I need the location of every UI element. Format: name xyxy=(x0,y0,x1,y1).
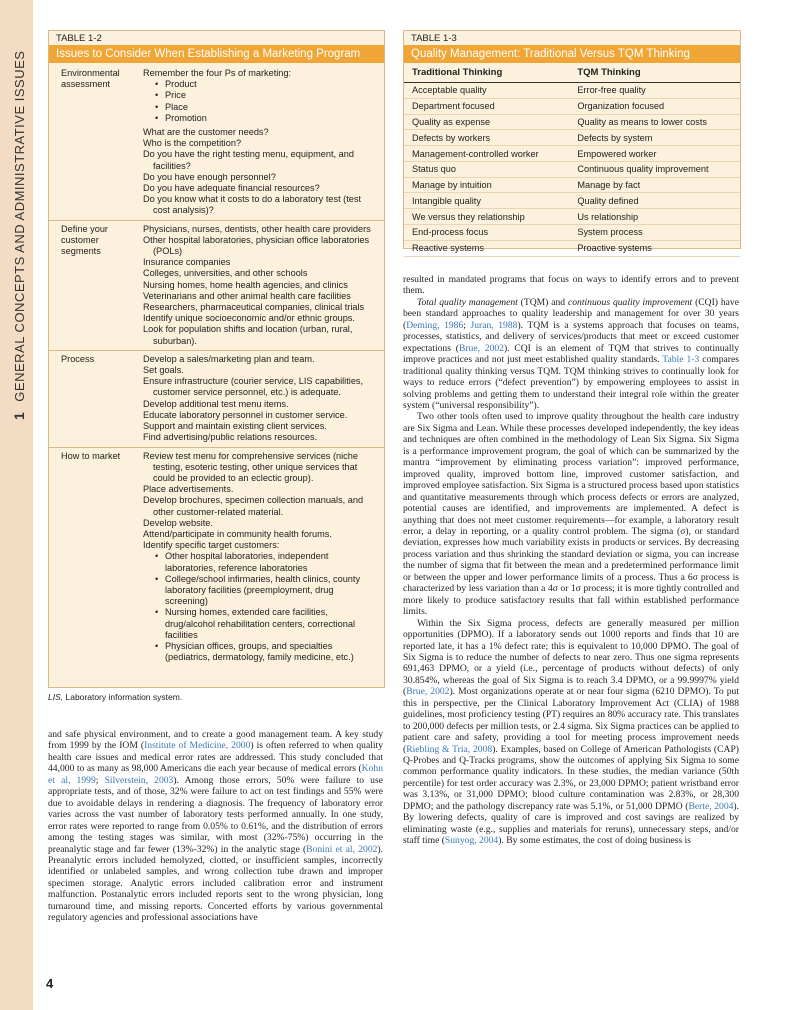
row-heading: Define your customer segments xyxy=(61,223,108,257)
table-row xyxy=(49,354,384,444)
table-row xyxy=(404,177,740,193)
table-row xyxy=(404,161,740,177)
list-item: Colleges, universities, and other schools xyxy=(143,268,308,279)
traditional-cell: Quality as expense xyxy=(404,114,569,130)
list-item: Who is the competition? xyxy=(143,138,242,149)
list-item: Veterinarians and other animal health care facilities xyxy=(143,290,351,301)
list-item: Do you have the right testing menu, equipment, and facilities? xyxy=(143,149,354,171)
tqm-cell: Manage by fact xyxy=(569,177,740,193)
text-run: ; xyxy=(95,774,105,786)
citation-link[interactable]: Silverstein, 2003 xyxy=(104,774,174,786)
list-item: Researchers, pharmaceutical companies, clinical trials xyxy=(143,302,365,313)
section-divider xyxy=(49,447,384,448)
bullet-item: • Nursing homes, extended care facilities, drug/alcohol rehabilitation centers, correctional facilities xyxy=(143,607,376,641)
list-item: Identify unique socioeconomic and/or ethnic groups. xyxy=(143,313,355,324)
citation-link[interactable]: Sunyog, 2004 xyxy=(444,835,499,847)
table-1-3 xyxy=(403,30,741,254)
tqm-cell: Defects by system xyxy=(569,130,740,146)
traditional-cell: We versus they relationship xyxy=(404,209,569,225)
footnote-text: Laboratory information system. xyxy=(63,692,183,702)
tqm-cell: Quality defined xyxy=(569,193,740,209)
citation-link[interactable]: Brue, 2002 xyxy=(458,342,504,354)
tqm-cell: Error-free quality xyxy=(569,83,740,99)
citation-link[interactable]: Bonini et al, 2002 xyxy=(306,843,378,855)
text-run: resulted in mandated programs that focus on ways to identify errors and to prevent them. xyxy=(403,274,739,297)
list-item: Place advertisements. xyxy=(143,484,234,495)
chapter-running-head xyxy=(10,20,28,420)
traditional-cell: Defects by workers xyxy=(404,130,569,146)
chapter-sidebar xyxy=(0,0,33,1010)
list-item: Educate laboratory personnel in customer service. xyxy=(143,409,348,420)
table-1-3-grid xyxy=(404,63,740,257)
text-run: Within the Six Sigma process, defects are generally measured per million opportunities (DPMO). If a laboratory sends out 1000 reports and finds that 10 are reported late, it has a 1% defect rate; this is equivalent to 10,000 DPMO. The goal of Six Sigma is to reduce the number of defects to near zero. Thus one sigma represents 691,463 DPMO, or a yield (i.e., percentage of products without defects) of only 30.854%, whereas the goal of Six Sigma is to reach 3.4 DPMO, or a 99.9997% yield ( xyxy=(403,617,739,698)
column-header: Traditional Thinking xyxy=(404,63,569,83)
bullet-item: • Product xyxy=(143,79,376,90)
list-item: Develop website. xyxy=(143,517,213,528)
row-items xyxy=(143,224,384,347)
row-items xyxy=(143,354,384,444)
bullet-item: • Other hospital laboratories, independent laboratories, reference laboratories xyxy=(143,551,376,573)
list-item: Insurance companies xyxy=(143,257,231,268)
table-row xyxy=(404,146,740,162)
traditional-cell: Management-controlled worker xyxy=(404,146,569,162)
table-1-2 xyxy=(48,30,385,688)
list-item: Remember the four Ps of marketing: xyxy=(143,68,292,78)
table-1-2-title: Issues to Consider When Establishing a Marketing Program xyxy=(49,45,384,63)
left-column-text xyxy=(48,729,383,924)
paragraph xyxy=(403,297,739,412)
text-run: ) is often referred to when quality health care issues and medical error rates are addressed. This study concluded that 44,000 to as many as 98,000 Americans die each year because of medical errors ( xyxy=(48,740,383,775)
text-run: ). By lowering defects, quality of care is improved and cost savings are realized by eliminating waste (e.g., supplies and materials for reruns), unnecessary steps, and/or staff time ( xyxy=(403,800,740,847)
table-1-2-label: TABLE 1-2 xyxy=(56,33,102,44)
traditional-cell: Reactive systems xyxy=(404,240,569,256)
row-heading: Environmental assessment xyxy=(61,68,120,90)
bullet-item: • Promotion xyxy=(143,113,376,124)
citation-link[interactable]: Institute of Medicine, 2000 xyxy=(144,740,251,752)
text-run: ; xyxy=(463,319,471,331)
tqm-cell: System process xyxy=(569,225,740,241)
tqm-cell: Quality as means to lower costs xyxy=(569,114,740,130)
text-run: ). Preanalytic errors included hemolyzed, clotted, or insufficient samples, incorrectly identified or unlabeled samples, and wrong collection tube drawn and improper specimen storage. Analytic errors included calibration error and instrument malfunction. Postanalytic errors included reports sent to the wrong physician, long turnaround time, and missing reports. Concerted efforts by various governmental regulatory agencies and professional associations have xyxy=(48,843,384,924)
citation-link[interactable]: Kohn et al, 1999 xyxy=(48,763,383,786)
row-heading: How to market xyxy=(61,450,121,461)
traditional-cell: Department focused xyxy=(404,98,569,114)
table-row xyxy=(404,193,740,209)
row-items xyxy=(143,451,384,664)
traditional-cell: Status quo xyxy=(404,161,569,177)
list-item: Review test menu for comprehensive services (niche testing, esoteric testing, other unique services that could be provided to an eclectic group). xyxy=(143,450,358,483)
table-row xyxy=(404,130,740,146)
text-run: ). Most organizations operate at or near four sigma (6210 DPMO). To put this in perspective, per the Clinical Laboratory Improvement Act (CLIA) of 1988 guidelines, most proficiency testing (PT) requires an 80% accuracy rate. This translates to 200,000 defects per million tests, or 2.4 sigma. Six Sigma practices can be applied to patient care and safety, providing a tool for meeting process improvement needs ( xyxy=(403,686,739,755)
paragraph xyxy=(403,411,739,617)
table-row xyxy=(404,83,740,99)
page-number: 4 xyxy=(46,976,54,991)
table-1-2-footnote xyxy=(48,692,182,702)
table-row xyxy=(404,225,740,241)
row-heading: Process xyxy=(61,353,95,364)
list-item: Support and maintain existing client services. xyxy=(143,421,327,432)
section-divider xyxy=(49,220,384,221)
list-item: Attend/participate in community health forums. xyxy=(143,528,332,539)
bullet-item: • Place xyxy=(143,102,376,113)
text-run: ). CQI is an element of TQM that strives to continually improve practices and not just meet established quality standards. xyxy=(403,342,739,366)
traditional-cell: Intangible quality xyxy=(404,193,569,209)
list-item: Do you know what it costs to do a laboratory test (test cost analysis)? xyxy=(143,194,362,216)
bullet-item: • Physician offices, groups, and specialties (pediatrics, dermatology, family medicine, etc.) xyxy=(143,641,376,663)
list-item: Set goals. xyxy=(143,365,184,376)
table-row xyxy=(49,451,384,664)
tqm-cell: Proactive systems xyxy=(569,240,740,256)
list-item: Other hospital laboratories, physician office laboratories (POLs) xyxy=(143,234,370,257)
column-header: TQM Thinking xyxy=(569,63,740,83)
table-1-2-body xyxy=(49,63,384,663)
text-run: (TQM) and xyxy=(517,296,568,308)
list-item: Develop brochures, specimen collection manuals, and other customer-related material. xyxy=(143,495,364,517)
list-item: Ensure infrastructure (courier service, LIS capabilities, customer service personnel, etc.) is adequate. xyxy=(143,376,364,398)
text-run: continuous quality improvement xyxy=(567,296,693,308)
list-item: Do you have enough personnel? xyxy=(143,171,276,182)
table-row xyxy=(404,240,740,256)
tqm-cell: Us relationship xyxy=(569,209,740,225)
text-run: ). Among those errors, 50% were failure to use appropriate tests, and of those, 32% were failure to act on test findings and 55% were due to avoidable delays in rendering a diagnosis. The frequency of laboratory error varies across the vast number of laboratory tests performed annually. In one study, error rates were reported to range from 0.05% to 0.61%, and the distribution of errors among the testing stages was similar, with most (32%-75%) occurring in the preanalytic stage and far fewer (13%-32%) in the analytic stage ( xyxy=(48,774,383,855)
text-run: Total quality management xyxy=(417,296,518,308)
text-run: compares traditional quality thinking versus TQM. TQM thinking strives to continually look for ways to reduce errors (“defect prevention”) by empowering employees to assist in solving problems and getting them to understand their integral role within the greater system (“universal responsibility”). xyxy=(403,354,739,411)
list-item: Nursing homes, home health agencies, and clinics xyxy=(143,279,348,290)
table-row xyxy=(404,98,740,114)
citation-link[interactable]: Deming, 1986 xyxy=(406,319,464,331)
citation-link[interactable]: Juran, 1988 xyxy=(470,319,518,331)
text-run: ). By some estimates, the cost of doing business is xyxy=(498,835,691,847)
list-item: Look for population shifts and location (urban, rural, suburban). xyxy=(143,324,353,346)
paragraph xyxy=(48,729,383,924)
section-divider xyxy=(49,350,384,351)
chapter-title: GENERAL CONCEPTS AND ADMINISTRATIVE ISSUES xyxy=(11,50,27,402)
text-run: ). TQM is a systems approach that focuses on teams, processes, statistics, and delivery of services/products that meet or exceed customer expectations ( xyxy=(403,319,739,354)
list-item: Develop a sales/marketing plan and team. xyxy=(143,353,315,364)
table-row xyxy=(49,224,384,347)
chapter-number: 1 xyxy=(11,411,27,420)
paragraph xyxy=(403,618,739,847)
citation-link[interactable]: Table 1-3 xyxy=(662,354,700,366)
text-run: (CQI) have been standard approaches to quality leadership and management for over 30 years ( xyxy=(403,296,739,331)
tqm-cell: Continuous quality improvement xyxy=(569,161,740,177)
text-run: ). Examples, based on College of American Pathologists (CAP) Q-Probes and Q-Tracks programs, show the outcomes of applying Six Sigma to some common performance quality indicators. In these studies, the median variance (50th percentile) for test order accuracy was 2.3%, or 23,000 DPMO; patient wristband error was 3.13%, or 31,000 DPMO; blood culture contamination was 2.83%, or 28,300 DPMO; and the pathology discrepancy rate was 5.1%, or 51,000 DPMO ( xyxy=(403,743,739,812)
text-run: and safe physical environment, and to create a good management team. A key study from 1999 by the IOM ( xyxy=(48,729,383,752)
traditional-cell: Manage by intuition xyxy=(404,177,569,193)
list-item: What are the customer needs? xyxy=(143,127,269,138)
tqm-cell: Organization focused xyxy=(569,98,740,114)
list-item: Identify specific target customers: xyxy=(143,540,280,551)
bullet-item: • Price xyxy=(143,90,376,101)
citation-link[interactable]: Berte, 2004 xyxy=(688,800,734,812)
bullet-item: • College/school infirmaries, health clinics, county laboratory facilities (preemployment, drug screening) xyxy=(143,574,376,608)
footnote-abbr: LIS, xyxy=(48,692,64,702)
list-item: Find advertising/public relations resources. xyxy=(143,432,318,443)
table-1-3-label: TABLE 1-3 xyxy=(411,33,457,44)
right-column-text xyxy=(403,274,739,847)
list-item: Do you have adequate financial resources? xyxy=(143,183,320,194)
traditional-cell: End-process focus xyxy=(404,225,569,241)
citation-link[interactable]: Riebling & Tria, 2008 xyxy=(406,743,493,755)
table-1-3-title: Quality Management: Traditional Versus TQM Thinking xyxy=(404,45,740,63)
text-run: Two other tools often used to improve quality throughout the health care industry are Six Sigma and Lean. While these processes developed independently, the key ideas and techniques are often combined in the methodology of Lean Six Sigma. Six Sigma is a performance improvement program, the goal of which can be summarized by the mantra “improvement by eliminating process variation”: improved performance, improved quality, improved bottom line, improved customer satisfaction, and improved employee satisfaction. Six Sigma is a structured process based upon statistics and quantitative measurements through which process defects or errors are analyzed, potential causes are identified, and improvements are implemented. A defect is anything that does not meet customer requirements—for example, a laboratory result error, a delay in reporting, or a quality control problem. The sigma (σ), or standard deviation, expresses how much variability exists in products or services. By decreasing process variation and thus shrinking the standard deviation or sigma, you can increase the number of sigma that fit between the mean and a predetermined performance limit or between the upper and lower performance limits of a process. Thus a 6σ process is characterized by less variation than a 4σ or 1σ process; it is more tightly controlled and more likely to produce satisfactory results that fall within established performance limits. xyxy=(403,411,739,618)
list-item: Physicians, nurses, dentists, other health care providers xyxy=(143,223,371,234)
table-row xyxy=(404,209,740,225)
table-header-row xyxy=(404,63,740,83)
list-item: Develop additional test menu items. xyxy=(143,398,289,409)
paragraph xyxy=(403,274,739,297)
traditional-cell: Acceptable quality xyxy=(404,83,569,99)
table-row xyxy=(49,68,384,217)
tqm-cell: Empowered worker xyxy=(569,146,740,162)
citation-link[interactable]: Brue, 2002 xyxy=(406,686,450,698)
row-items xyxy=(143,68,384,217)
table-row xyxy=(404,114,740,130)
